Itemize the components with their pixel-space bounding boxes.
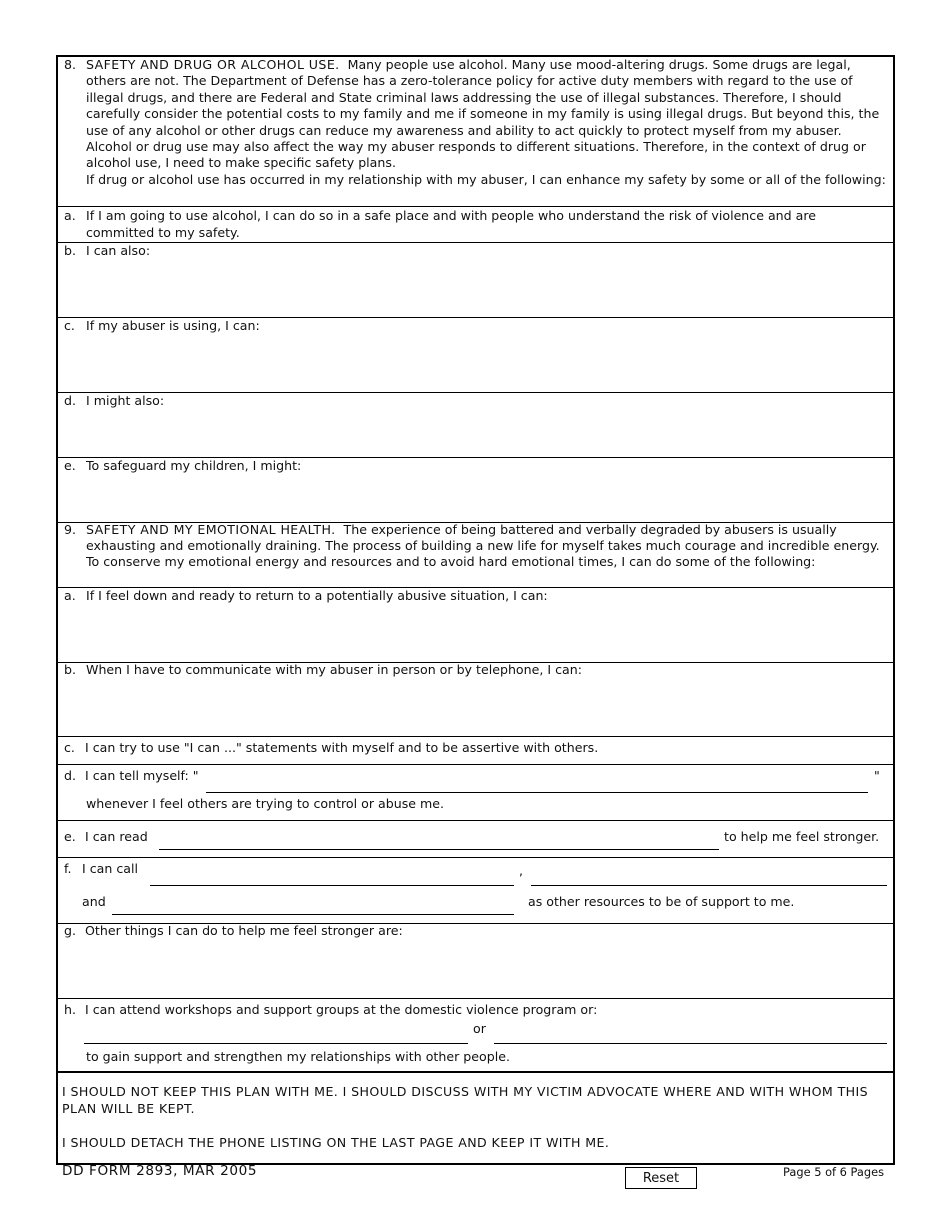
item-9f-prefix: I can call <box>82 861 138 876</box>
item-9a-letter: a. <box>64 588 76 603</box>
item-9b <box>58 663 893 737</box>
section-8-body: Many people use alcohol. Many use mood-altering drugs. Some drugs are legal, others are not. The Department of Defense has a zero-tolerance policy for active duty members with regard to the use of illegal drugs, and there are Federal and State criminal laws addressing the use of illegal substances. Therefore, I should carefully consider the potential costs to my family and me if someone in my family is using illegal drugs. But beyond this, the use of any alcohol or other drugs can reduce my awareness and ability to act quickly to protect myself from my abuser. Alcohol or drug use may also affect the way my abuser responds to different situations. Therefore, in the context of drug or alcohol use, I need to make specific safety plans. <box>86 57 880 171</box>
section-9-header <box>58 523 893 588</box>
item-9h-line3: to gain support and strengthen my relationships with other people. <box>86 1049 510 1064</box>
item-8d-text: I might also: <box>86 393 165 408</box>
page-number: Page 5 of 6 Pages <box>783 1165 885 1179</box>
item-9d-suffix: " <box>874 768 880 783</box>
item-9c <box>58 737 893 765</box>
item-9f-comma: , <box>519 863 524 878</box>
item-8e <box>58 458 893 523</box>
item-9d-letter: d. <box>64 768 76 783</box>
item-9f-and: and <box>82 894 106 909</box>
item-9d-prefix: I can tell myself: " <box>85 768 199 783</box>
item-9a <box>58 588 893 663</box>
item-9e-suffix: to help me feel stronger. <box>724 829 880 844</box>
item-8d <box>58 393 893 458</box>
item-8b-text: I can also: <box>86 243 151 258</box>
item-9h-text: I can attend workshops and support groups at the domestic violence program or: <box>85 1002 598 1017</box>
item-9f <box>58 858 893 924</box>
item-9h-field-2[interactable] <box>494 1043 887 1044</box>
reset-button[interactable]: Reset <box>625 1167 697 1189</box>
section-9-heading: SAFETY AND MY EMOTIONAL HEALTH. <box>86 522 336 537</box>
item-9h <box>58 999 893 1073</box>
item-8c <box>58 318 893 393</box>
item-9e <box>58 821 893 858</box>
item-9g <box>58 924 893 999</box>
item-9b-text: When I have to communicate with my abuser in person or by telephone, I can: <box>86 662 582 677</box>
item-8b-letter: b. <box>64 243 76 258</box>
section-8-intro: If drug or alcohol use has occurred in my relationship with my abuser, I can enhance my safety by some or all of the following: <box>86 171 886 187</box>
item-9f-field-3[interactable] <box>112 914 514 915</box>
item-9g-text: Other things I can do to help me feel stronger are: <box>85 923 403 938</box>
item-9e-letter: e. <box>64 829 76 844</box>
item-9c-letter: c. <box>64 740 75 755</box>
item-9e-prefix: I can read <box>85 829 148 844</box>
section-9-intro: To conserve my emotional energy and resources and to avoid hard emotional times, I can do some of the following: <box>86 554 816 569</box>
item-8a-letter: a. <box>64 208 76 223</box>
item-9f-suffix: as other resources to be of support to me. <box>528 894 795 909</box>
item-9f-field-1[interactable] <box>150 885 514 886</box>
item-9b-letter: b. <box>64 662 76 677</box>
form-frame <box>56 55 895 1165</box>
section-8-text <box>86 57 886 188</box>
item-9f-letter: f. <box>64 861 72 876</box>
item-8c-text: If my abuser is using, I can: <box>86 318 260 333</box>
item-8d-letter: d. <box>64 393 76 408</box>
section-8-header <box>58 57 893 207</box>
item-9f-field-2[interactable] <box>531 885 887 886</box>
item-9d-line2: whenever I feel others are trying to control or abuse me. <box>86 796 445 811</box>
section-9-text <box>86 522 886 570</box>
section-8-number: 8. <box>64 57 77 72</box>
item-9d <box>58 765 893 821</box>
item-8a-text: If I am going to use alcohol, I can do so in a safe place and with people who understand the risk of violence and are committed to my safety. <box>86 208 817 240</box>
section-9-body: The experience of being battered and verbally degraded by abusers is usually exhausting and emotionally draining. The process of building a new life for myself takes much courage and incredible energy. <box>86 522 880 553</box>
section-9-number: 9. <box>64 522 77 537</box>
item-9c-text: I can try to use "I can ..." statements with myself and to be assertive with others. <box>85 740 599 755</box>
item-8c-letter: c. <box>64 318 75 333</box>
item-8e-text: To safeguard my children, I might: <box>86 458 302 473</box>
item-8e-letter: e. <box>64 458 76 473</box>
notice-line-1: I SHOULD NOT KEEP THIS PLAN WITH ME. I SHOULD DISCUSS WITH MY VICTIM ADVOCATE WHERE AND WITH WHOM THIS PLAN WILL BE KEPT. <box>62 1084 869 1116</box>
item-9g-letter: g. <box>64 923 76 938</box>
item-9h-or: or <box>473 1021 486 1036</box>
item-9h-field-1[interactable] <box>84 1043 468 1044</box>
item-9e-field[interactable] <box>159 849 719 850</box>
section-8-heading: SAFETY AND DRUG OR ALCOHOL USE. <box>86 57 340 72</box>
notice-line-2: I SHOULD DETACH THE PHONE LISTING ON THE LAST PAGE AND KEEP IT WITH ME. <box>62 1135 610 1150</box>
item-9a-text: If I feel down and ready to return to a potentially abusive situation, I can: <box>86 588 548 603</box>
notice-block <box>58 1073 893 1165</box>
item-8a <box>58 207 893 243</box>
form-identifier: DD FORM 2893, MAR 2005 <box>62 1163 258 1179</box>
item-8b <box>58 243 893 318</box>
item-9d-field[interactable] <box>206 792 868 793</box>
item-9h-letter: h. <box>64 1002 76 1017</box>
